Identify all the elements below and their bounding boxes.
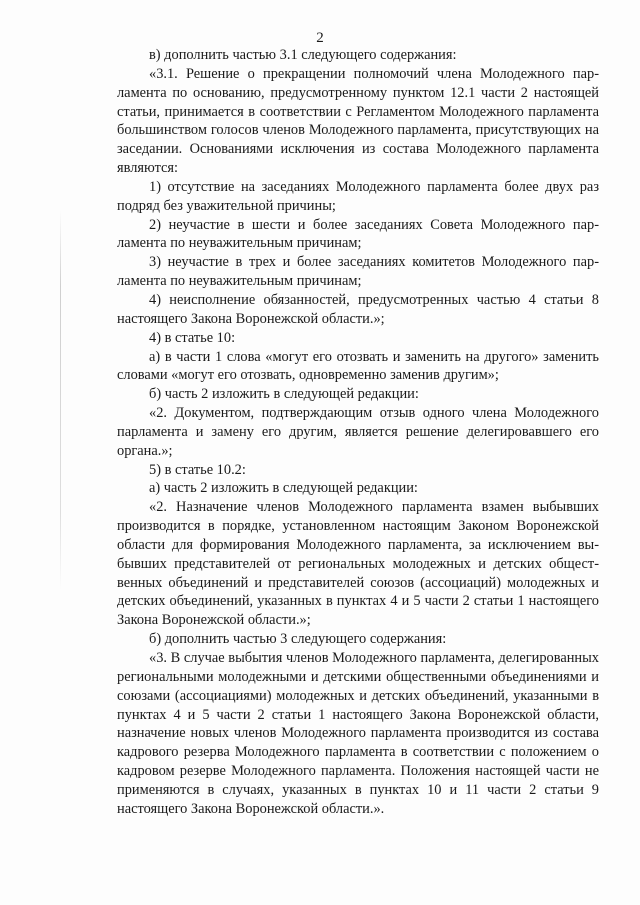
paragraph-article-10-part-2: «2. Документом, подтверждающим отзыв одного члена Молодежного парламента и замену его другим, является решение делегировавшего его органа.»; — [117, 405, 599, 459]
paragraph-ground-4: 4) неисполнение обязанностей, предусмотренных частью 4 статьи 8 настоящего Закона Воронежской области.»; — [117, 291, 599, 327]
paragraph-article-10-2-part-2: «2. Назначение членов Молодежного парламента взамен выбывших производится в порядке, установленном настоящим Законом Воронежской области для формирования Молодежного парламента, за исключением выбывших представителей от региональных молодежных и детских общественных объединений и представителей союзов (ассоциаций) молодежных и детских объединений, указанных в пунктах 4 и 5 части 2 статьи 1 настоящего Закона Воронежской области.»; — [117, 499, 599, 629]
paragraph-article-10-a: а) в части 1 слова «могут его отозвать и заменить на другого» заменить словами «могут его отозвать, одновременно заменив другим»; — [117, 348, 599, 384]
paragraph-article-10-b: б) часть 2 изложить в следующей редакции: — [149, 386, 419, 403]
paragraph-amendment-v: в) дополнить частью 3.1 следующего содержания: — [149, 47, 457, 63]
paragraph-ground-1: 1) отсутствие на заседаниях Молодежного парламента более двух раз подряд без уважительной причины; — [117, 178, 599, 214]
document-body — [117, 46, 599, 819]
page-number: 2 — [316, 30, 324, 46]
paragraph-ground-2: 2) неучастие в шести и более заседаниях Совета Молодежного парламента по неуважительным причинам; — [117, 216, 599, 252]
paragraph-article-10-2-part-3: «3. В случае выбытия членов Молодежного парламента, делегированных региональными молодежными и детскими общественными объединениями и союзами (ассоциациями) молодежных и детских объединений, указанными в пунктах 4 и 5 части 2 статьи 1 настоящего Закона Воронежской области, назначение новых членов Молодежного парламента производится из состава кадрового резерва Молодежного парламента в соответствии с положением о кадровом резерве Молодежного парламента. Положения настоящей части не применяются в случаях, указанных в пунктах 10 и 11 части 2 статьи 9 настоящего Закона Воронежской области.». — [117, 650, 599, 817]
paragraph-article-10-2-b: б) дополнить частью 3 следующего содержания: — [149, 631, 447, 648]
scan-artifact-line — [60, 210, 61, 590]
paragraph-article-10-2-a: а) часть 2 изложить в следующей редакции: — [149, 480, 418, 497]
paragraph-article-10: 4) в статье 10: — [149, 329, 236, 346]
paragraph-part-3-1: «3.1. Решение о прекращении полномочий члена Молодежного парламента по основанию, предусмотренному пунктом 12.1 части 2 настоящей статьи, принимается в соответствии с Регламентом Молодежного парламента большинством голосов членов Молодежного парламента, присутствующих на заседании. Основаниями исключения из состава Молодежного парламента являются: — [117, 65, 599, 177]
paragraph-article-10-2: 5) в статье 10.2: — [149, 461, 246, 478]
paragraph-ground-3: 3) неучастие в трех и более заседаниях комитетов Молодежного парламента по неуважительным причинам; — [117, 254, 599, 290]
